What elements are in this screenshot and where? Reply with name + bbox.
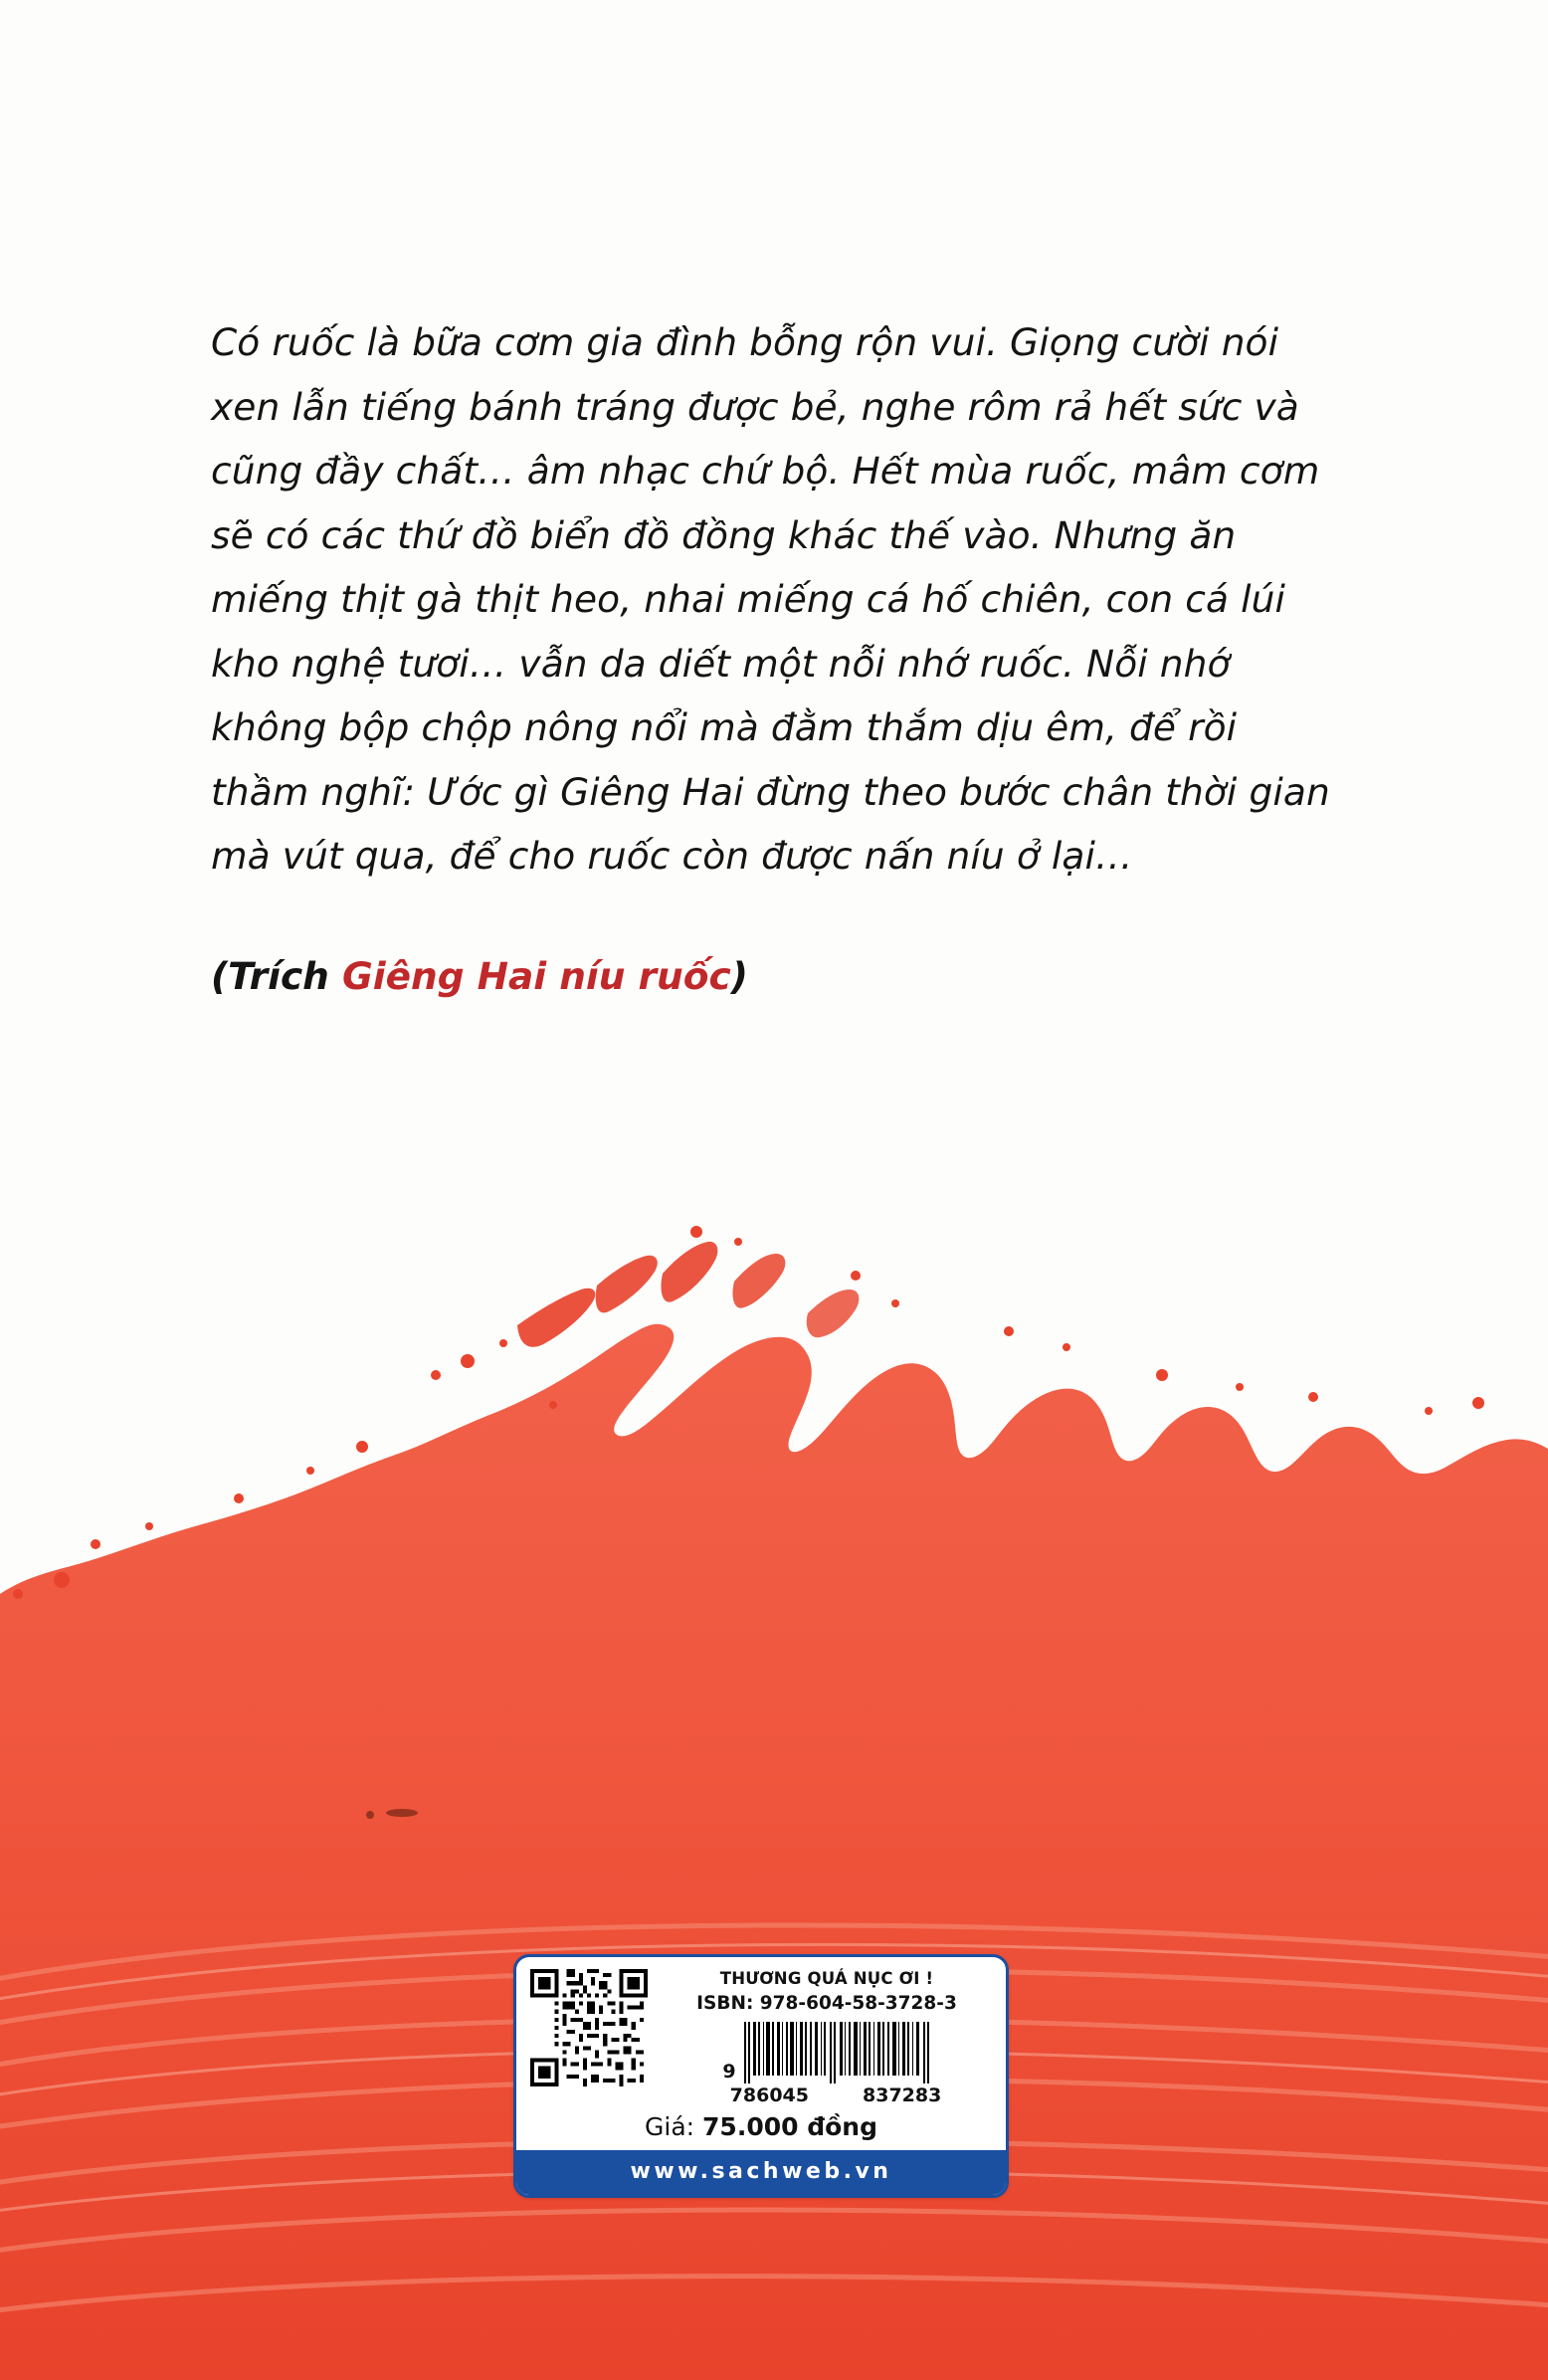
isbn-number: ISBN: 978-604-58-3728-3: [696, 1993, 957, 2014]
price-value: 75.000 đồng: [702, 2112, 877, 2141]
attribution-suffix: ): [730, 953, 748, 998]
ean-barcode: [662, 2022, 992, 2083]
ean-digit-groups: [662, 2084, 992, 2106]
ean-group-right: 837283: [863, 2084, 942, 2106]
publisher-website[interactable]: www.sachweb.vn: [516, 2150, 1006, 2195]
price-label: Giá:: [645, 2112, 695, 2141]
barcode-bars: [742, 2022, 931, 2083]
attribution: [211, 954, 1330, 998]
blurb-text: Có ruốc là bữa cơm gia đình bỗng rộn vui. Giọng cười nói xen lẫn tiếng bánh tráng được bẻ, nghe rôm rả hết sức và cũng đầy chất… âm nhạc chứ bộ. Hết mùa ruốc, mâm cơm sẽ có các thứ đồ biển đồ đồng khác thế vào. Nhưng ăn miếng thịt gà thịt heo, nhai miếng cá hố chiên, con cá lúi kho nghệ tươi… vẫn da diết một nỗi nhớ ruốc. Nỗi nhớ không bộp chộp nông nổi mà đằm thắm dịu êm, để rồi thầm nghĩ: Ước gì Giêng Hai đừng theo bước chân thời gian mà vút qua, để cho ruốc còn được nấn níu ở lại…: [211, 320, 1330, 878]
isbn-card-top: [516, 1957, 1006, 2110]
price-row: [516, 2110, 1006, 2150]
attribution-prefix: (Trích: [211, 953, 342, 998]
ean-group-left: 786045: [729, 2084, 809, 2106]
blurb-block: [211, 310, 1330, 998]
isbn-barcode-card: [513, 1954, 1009, 2198]
isbn-details: [662, 1969, 992, 2106]
attribution-title: Giêng Hai níu ruốc: [341, 953, 731, 998]
qr-code-icon[interactable]: [530, 1969, 648, 2086]
ean-lead-digit: 9: [722, 2061, 736, 2082]
isbn-book-title: THƯƠNG QUÁ NỤC ƠI !: [719, 1969, 934, 1988]
